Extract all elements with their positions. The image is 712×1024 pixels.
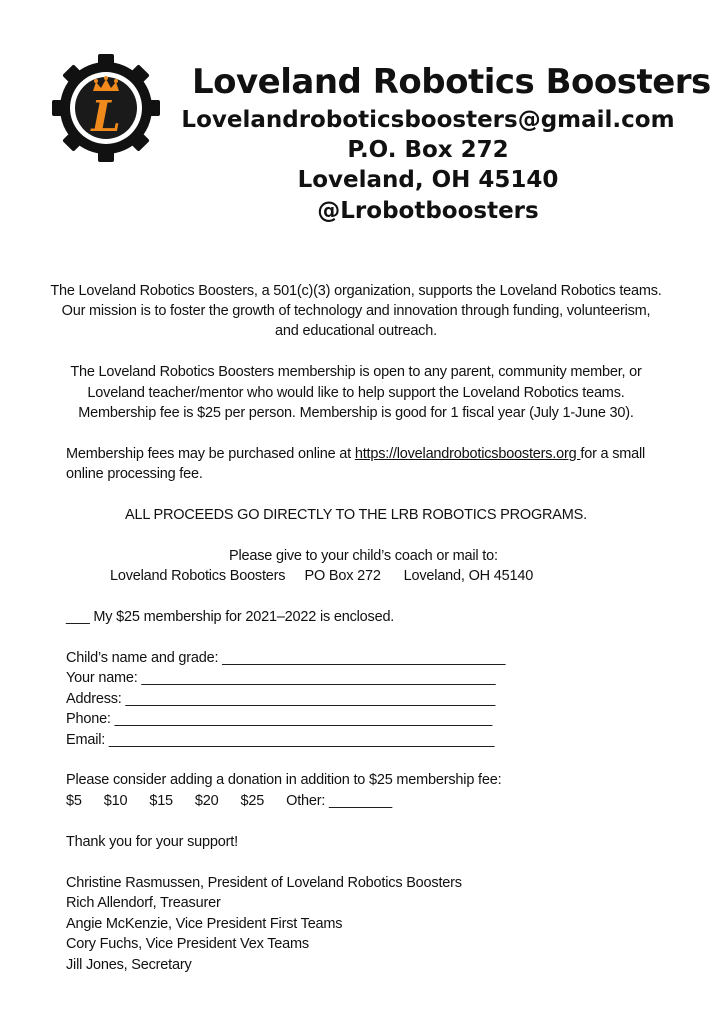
online-suffix: for a small bbox=[580, 446, 646, 462]
city-state: Loveland, OH 45140 bbox=[297, 167, 559, 193]
online-line-1 bbox=[66, 444, 645, 465]
donation-options bbox=[66, 791, 392, 812]
membership-line-3: Membership fee is $25 per person. Membership is good for 1 fiscal year (July 1-June 30). bbox=[78, 405, 634, 421]
phone-field[interactable]: Phone: ________________________________________________ bbox=[66, 711, 493, 727]
po-box: P.O. Box 272 bbox=[347, 137, 509, 163]
donation-other-field[interactable]: Other: ________ bbox=[286, 793, 392, 809]
enclosed-line[interactable]: ___ My $25 membership for 2021–2022 is enclosed. bbox=[66, 609, 395, 625]
address-field[interactable]: Address: _______________________________________________ bbox=[66, 691, 496, 707]
membership-line-2: Loveland teacher/mentor who would like to help support the Loveland Robotics teams. bbox=[87, 385, 625, 401]
officer-3: Angie McKenzie, Vice President First Teams bbox=[66, 916, 343, 932]
donation-amount-10[interactable]: $10 bbox=[103, 793, 128, 809]
online-prefix: Membership fees may be purchased online at bbox=[66, 446, 355, 462]
child-name-field[interactable]: Child’s name and grade: ____________________________________ bbox=[66, 650, 506, 666]
social-handle: @Lrobotboosters bbox=[317, 198, 539, 224]
website-link[interactable]: https://lovelandroboticsboosters.org bbox=[354, 446, 581, 462]
officer-4: Cory Fuchs, Vice President Vex Teams bbox=[66, 936, 309, 952]
online-line-2: online processing fee. bbox=[66, 466, 203, 482]
mail-instruction: Please give to your child’s coach or mail to: bbox=[229, 548, 498, 564]
donation-amount-15[interactable]: $15 bbox=[149, 793, 173, 809]
email-field[interactable]: Email: _________________________________________________ bbox=[66, 732, 495, 748]
org-title: Loveland Robotics Boosters bbox=[192, 62, 711, 102]
thank-you: Thank you for your support! bbox=[66, 834, 238, 850]
officer-1: Christine Rasmussen, President of Loveland Robotics Boosters bbox=[66, 875, 462, 891]
donation-prompt: Please consider adding a donation in addition to $25 membership fee: bbox=[66, 772, 502, 788]
membership-line-1: The Loveland Robotics Boosters membership is open to any parent, community member, or bbox=[70, 364, 642, 380]
donation-amount-20[interactable]: $20 bbox=[194, 793, 219, 809]
your-name-field[interactable]: Your name: _____________________________________________ bbox=[66, 670, 496, 686]
intro-line-1: The Loveland Robotics Boosters, a 501(c)(3) organization, supports the Loveland Robotics teams. bbox=[50, 283, 662, 299]
donation-amount-25[interactable]: $25 bbox=[240, 793, 265, 809]
mail-address: Loveland Robotics Boosters PO Box 272 Loveland, OH 45140 bbox=[110, 568, 534, 584]
officer-2: Rich Allendorf, Treasurer bbox=[66, 895, 221, 911]
logo-letter: L bbox=[91, 92, 121, 141]
officer-5: Jill Jones, Secretary bbox=[66, 957, 192, 973]
intro-line-3: and educational outreach. bbox=[275, 323, 437, 339]
intro-line-2: Our mission is to foster the growth of technology and innovation through funding, volunteerism, bbox=[61, 303, 651, 319]
loveland-robotics-logo bbox=[50, 52, 162, 164]
proceeds-notice: ALL PROCEEDS GO DIRECTLY TO THE LRB ROBOTICS PROGRAMS. bbox=[125, 507, 587, 523]
donation-amount-5[interactable]: $5 bbox=[66, 793, 82, 809]
contact-email[interactable]: Lovelandroboticsboosters@gmail.com bbox=[181, 107, 675, 133]
